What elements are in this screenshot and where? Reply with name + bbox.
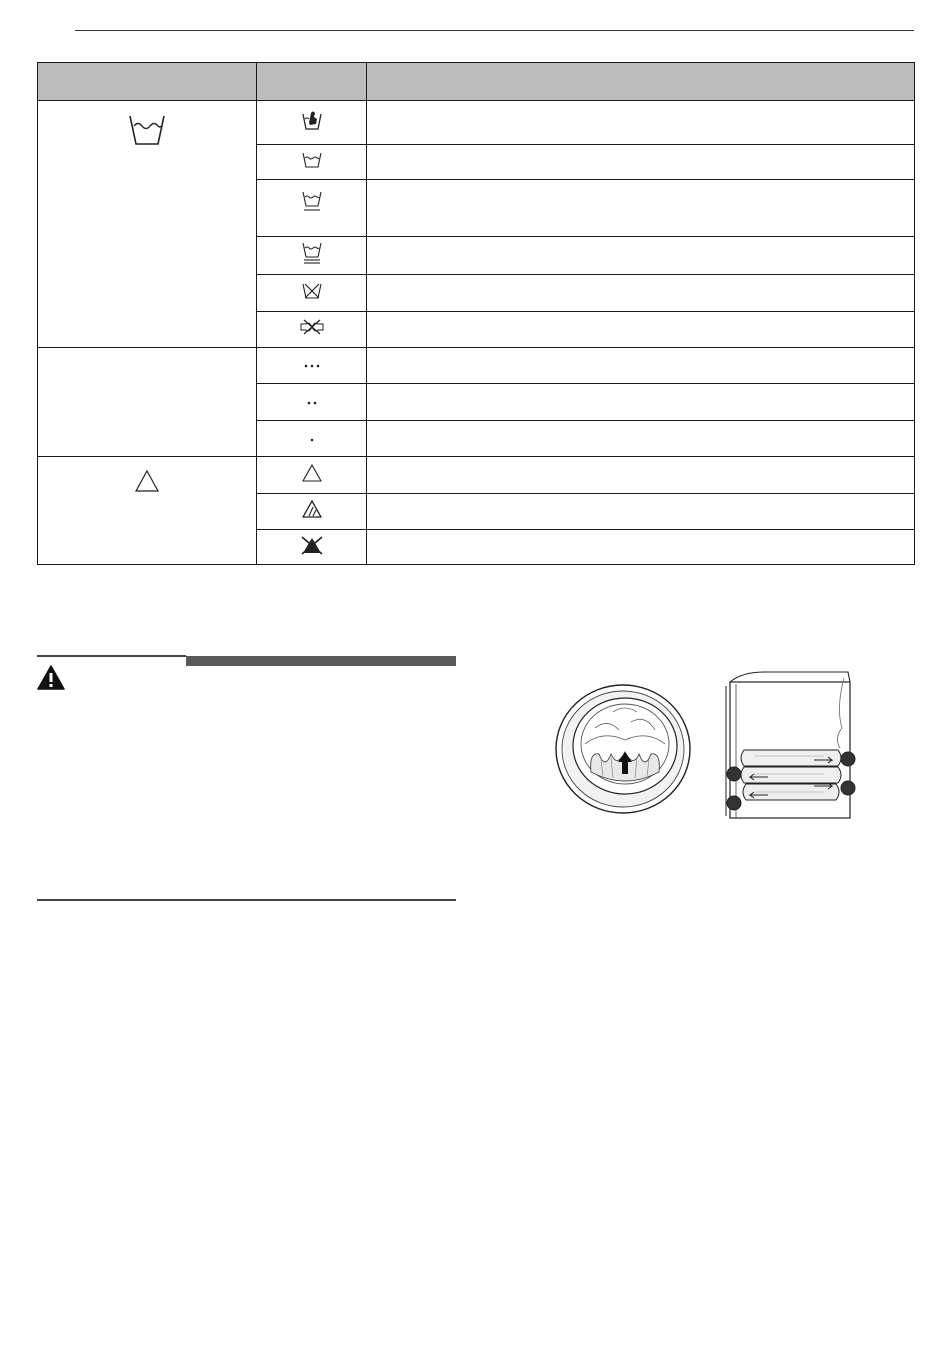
table-row: [38, 348, 915, 384]
meaning-cell: [367, 494, 915, 530]
meaning-cell: [367, 101, 915, 145]
bleach-triangle-icon: [134, 469, 160, 493]
warning-triangle-icon: [37, 665, 65, 691]
warning-header-bar: [186, 656, 456, 666]
meaning-cell: [367, 384, 915, 421]
symbol-cell: [257, 421, 367, 457]
meaning-cell: [367, 421, 915, 457]
do-not-wash-icon: [302, 282, 322, 300]
warning-bottom-rule: [37, 899, 456, 901]
non-chlorine-bleach-icon: [301, 499, 323, 519]
washer-drum-illustration: [553, 682, 693, 817]
three-dots-icon: [304, 364, 320, 368]
header-category: [38, 63, 257, 101]
symbol-cell: [257, 180, 367, 237]
symbol-cell: [257, 530, 367, 565]
header-symbol: [257, 63, 367, 101]
one-dot-icon: [310, 438, 314, 442]
symbol-cell: [257, 457, 367, 494]
wash-gentle-icon: [302, 241, 322, 265]
meaning-cell: [367, 457, 915, 494]
category-temperature: [38, 348, 257, 457]
symbol-cell: [257, 101, 367, 145]
meaning-cell: [367, 530, 915, 565]
category-washing: [38, 101, 257, 348]
symbol-cell: [257, 275, 367, 312]
table-row: [38, 101, 915, 145]
two-dots-icon: [307, 401, 317, 405]
do-not-wring-icon: [300, 319, 324, 335]
table-row: [38, 457, 915, 494]
meaning-cell: [367, 312, 915, 348]
folded-laundry-illustration: [724, 668, 862, 820]
warning-top-rule: [37, 655, 186, 657]
meaning-cell: [367, 348, 915, 384]
meaning-cell: [367, 145, 915, 180]
meaning-cell: [367, 275, 915, 312]
wash-normal-icon: [302, 151, 322, 169]
meaning-cell: [367, 237, 915, 275]
symbol-cell: [257, 145, 367, 180]
hand-wash-icon: [301, 109, 323, 131]
symbol-cell: [257, 384, 367, 421]
header-meaning: [367, 63, 915, 101]
any-bleach-icon: [301, 463, 323, 483]
washtub-icon: [127, 113, 167, 147]
category-bleach: [38, 457, 257, 565]
symbol-cell: [257, 237, 367, 275]
symbol-cell: [257, 312, 367, 348]
header-rule: [75, 30, 914, 31]
fabric-care-table: [37, 62, 915, 565]
symbol-cell: [257, 494, 367, 530]
wash-permanent-press-icon: [302, 190, 322, 212]
symbol-cell: [257, 348, 367, 384]
meaning-cell: [367, 180, 915, 237]
do-not-bleach-icon: [300, 535, 324, 555]
table-header-row: [38, 63, 915, 101]
